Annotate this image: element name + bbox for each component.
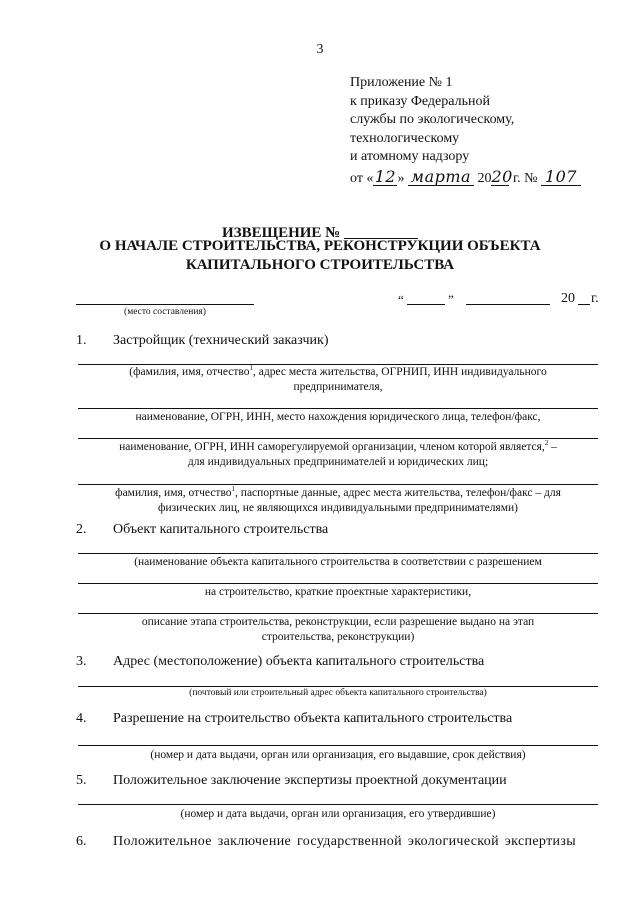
- section-6-heading: Положительное заключение государственной экологической экспертизы: [113, 834, 577, 849]
- section-1-hint-3: наименование, ОГРН, ИНН саморегулируемой организации, членом которой является,$^2$ – для индивидуальных предпринимателей и юридических лиц;: [119, 439, 557, 468]
- section-2-line-3: [78, 613, 598, 614]
- date-month: марта: [408, 169, 474, 186]
- section-1-line-3: [78, 438, 598, 439]
- section-5-heading: Положительное заключение экспертизы проектной документации: [113, 773, 507, 788]
- month-blank: [466, 304, 550, 305]
- section-3-line-1: [78, 686, 598, 687]
- order-number: 107: [541, 169, 581, 186]
- date-quote-open: “: [398, 292, 404, 307]
- appendix-line-4: технологическому: [350, 130, 460, 146]
- appendix-line-1: Приложение № 1: [350, 75, 453, 90]
- section-1-number: 1.: [76, 333, 87, 348]
- place-label: (место составления): [124, 307, 206, 317]
- section-3-heading: Адрес (местоположение) объекта капитального строительства: [113, 654, 485, 669]
- appendix-line-2: к приказу Федеральной: [350, 93, 490, 109]
- appendix-line-3: службы по экологическому,: [350, 112, 515, 127]
- section-5-line-1: [78, 804, 598, 805]
- section-6-number: 6.: [76, 834, 87, 849]
- section-2-number: 2.: [76, 522, 87, 537]
- section-4-heading: Разрешение на строительство объекта капитального строительства: [113, 711, 513, 726]
- section-2-line-2: [78, 583, 598, 584]
- section-1-heading: Застройщик (технический заказчик): [113, 333, 329, 348]
- place-year-prefix: 20: [561, 291, 575, 306]
- section-4-hint-1: (номер и дата выдачи, орган или организация, его выдавшие, срок действия): [150, 749, 526, 761]
- date-quote-close: ”: [448, 292, 454, 307]
- section-2-hint-3: описание этапа строительства, реконструкции, если разрешение выдано на этап строительства, реконструкции): [141, 616, 535, 643]
- date-year-label: г. №: [512, 170, 538, 186]
- section-1-line-2: [78, 408, 598, 409]
- date-year-suffix: 20: [491, 166, 513, 186]
- date-year-prefix: 20: [477, 170, 492, 186]
- date-prefix: от «: [350, 170, 374, 186]
- appendix-block: [350, 74, 581, 188]
- section-5-hint-1: (номер и дата выдачи, орган или организация, его утвердившие): [180, 808, 496, 820]
- section-3-number: 3.: [76, 654, 87, 669]
- section-2-hint-2: на строительство, краткие проектные характеристики,: [204, 586, 472, 598]
- place-year-suffix: г.: [591, 291, 599, 306]
- section-4-line-1: [78, 745, 598, 746]
- day-blank: [407, 304, 445, 305]
- section-1-line-4: [78, 484, 598, 485]
- section-1-hint-1: (фамилия, имя, отчество$^1$, адрес места жительства, ОГРНИП, ИНН индивидуального предпринимателя,: [129, 364, 547, 393]
- appendix-date-line: [350, 166, 581, 189]
- appendix-line-5: и атомному надзору: [350, 149, 470, 164]
- section-4-number: 4.: [76, 711, 87, 726]
- date-day: 12: [374, 166, 397, 186]
- date-mid: »: [397, 170, 405, 186]
- section-3-hint-1: (почтовый или строительный адрес объекта капитального строительства): [189, 688, 487, 698]
- section-5-number: 5.: [76, 773, 87, 788]
- year-blank: [578, 304, 590, 305]
- page-number: 3: [316, 42, 324, 57]
- section-2-hint-1: (наименование объекта капитального строительства в соответствии с разрешением: [134, 556, 542, 568]
- title-line-2: О НАЧАЛЕ СТРОИТЕЛЬСТВА, РЕКОНСТРУКЦИИ ОБЪЕКТА: [99, 238, 541, 254]
- title-line-3: КАПИТАЛЬНОГО СТРОИТЕЛЬСТВА: [185, 257, 455, 273]
- section-2-heading: Объект капитального строительства: [113, 522, 329, 537]
- place-line: [76, 304, 254, 305]
- section-1-hint-4: фамилия, имя, отчество$^1$, паспортные данные, адрес места жительства, телефон/факс – для физических лиц, не являющихся индивидуальными предпринимателями): [115, 485, 561, 514]
- section-1-hint-2: наименование, ОГРН, ИНН, место нахождения юридического лица, телефон/факс,: [135, 411, 541, 423]
- title-line-1: ИЗВЕЩЕНИЕ №: [0, 224, 640, 243]
- section-2-line-1: [78, 553, 598, 554]
